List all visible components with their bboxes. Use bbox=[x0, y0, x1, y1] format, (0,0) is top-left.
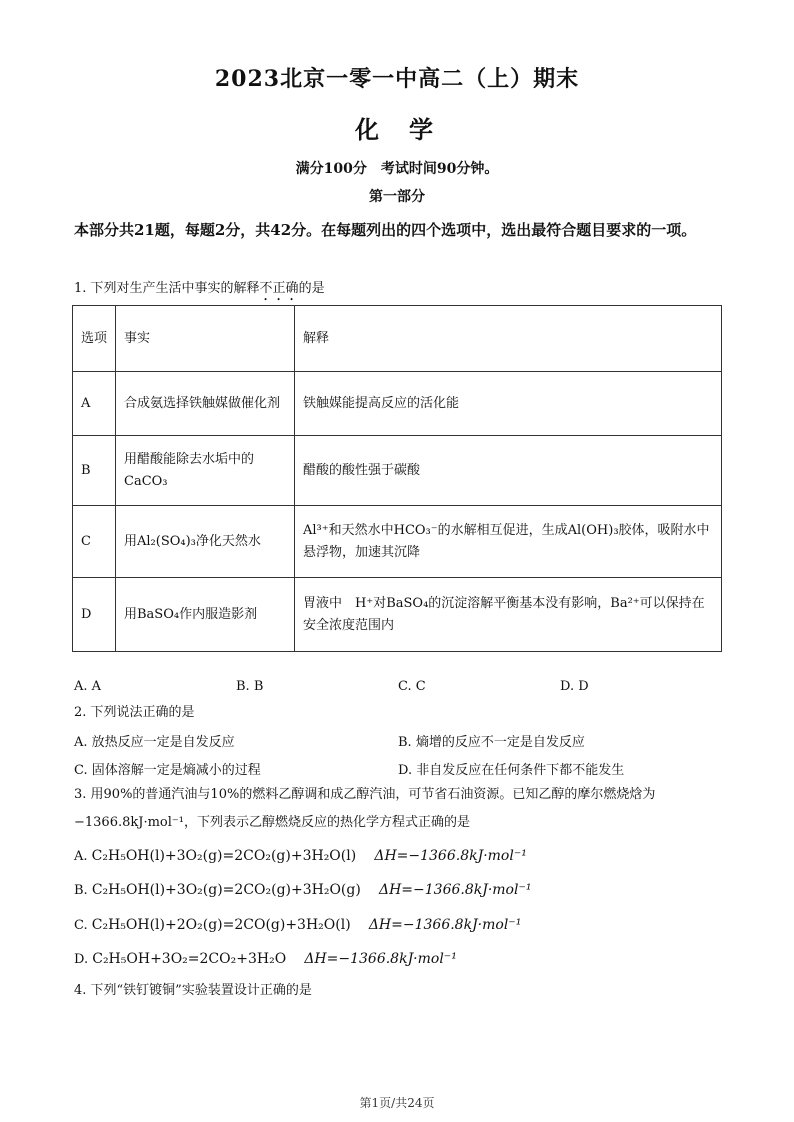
question-4-stem: 4. 下列“铁钉镀铜”实验装置设计正确的是 bbox=[74, 983, 312, 998]
header-fact: 事实 bbox=[116, 306, 295, 372]
question-1-stem-post: 的是 bbox=[298, 281, 325, 296]
row-fact: 合成氨选择铁触媒做催化剂 bbox=[116, 372, 295, 436]
row-option: C bbox=[73, 506, 116, 578]
table-header-row bbox=[73, 306, 722, 372]
question-2-stem: 2. 下列说法正确的是 bbox=[74, 705, 195, 720]
thermochemical-equation: C₂H₅OH(l)+3O₂(g)=2CO₂(g)+3H₂O(l) bbox=[91, 848, 357, 864]
question-3-stem-line-1: 3. 用90%的普通汽油与10%的燃料乙醇调和成乙醇汽油，可节省石油资源。已知乙醇的摩尔燃烧焓为 bbox=[74, 787, 656, 802]
option-a[interactable]: A. A bbox=[74, 679, 102, 694]
row-explanation: 醋酸的酸性强于碳酸 bbox=[295, 436, 722, 506]
option-d[interactable] bbox=[74, 951, 457, 967]
page-number: 第1页/共24页 bbox=[359, 1096, 435, 1110]
row-option: B bbox=[73, 436, 116, 506]
enthalpy-change: ΔH=−1366.8kJ·mol⁻¹ bbox=[378, 882, 532, 898]
subject-title: 化学 bbox=[355, 115, 463, 144]
enthalpy-change: ΔH=−1366.8kJ·mol⁻¹ bbox=[374, 848, 527, 864]
option-c[interactable]: C. C bbox=[398, 679, 426, 694]
table-row bbox=[73, 436, 722, 506]
option-label: C. bbox=[74, 918, 88, 933]
option-d[interactable]: D. D bbox=[560, 679, 589, 694]
page-title: 2023北京一零一中高二（上）期末 bbox=[214, 66, 580, 92]
row-fact: 用Al₂(SO₄)₃净化天然水 bbox=[116, 506, 295, 578]
row-explanation: Al³⁺和天然水中HCO₃⁻的水解相互促进，生成Al(OH)₃胶体，吸附水中悬浮物，加速其沉降 bbox=[295, 506, 722, 578]
thermochemical-equation: C₂H₅OH+3O₂=2CO₂+3H₂O bbox=[92, 951, 287, 967]
option-a[interactable] bbox=[74, 848, 527, 864]
table-row bbox=[73, 372, 722, 436]
option-a[interactable]: A. 放热反应一定是自发反应 bbox=[74, 735, 235, 750]
row-option: D bbox=[73, 578, 116, 652]
option-b[interactable] bbox=[74, 882, 531, 898]
row-fact: 用醋酸能除去水垢中的CaCO₃ bbox=[116, 436, 295, 506]
question-1-stem-emphasis: 不正确 bbox=[259, 281, 299, 296]
option-d[interactable]: D. 非自发反应在任何条件下都不能发生 bbox=[398, 763, 625, 778]
exam-info: 满分100分 考试时间90分钟。 bbox=[295, 161, 499, 177]
row-option: A bbox=[73, 372, 116, 436]
question-3-stem-line-2: −1366.8kJ·mol⁻¹，下列表示乙醇燃烧反应的热化学方程式正确的是 bbox=[74, 815, 470, 830]
part-heading: 第一部分 bbox=[369, 189, 425, 205]
thermochemical-equation: C₂H₅OH(l)+2O₂(g)=2CO(g)+3H₂O(l) bbox=[91, 917, 351, 933]
option-c[interactable] bbox=[74, 917, 521, 933]
enthalpy-change: ΔH=−1366.8kJ·mol⁻¹ bbox=[304, 951, 457, 967]
option-label: B. bbox=[74, 883, 88, 898]
row-explanation: 胃液中 H⁺对BaSO₄的沉淀溶解平衡基本没有影响，Ba²⁺可以保持在安全浓度范围内 bbox=[295, 578, 722, 652]
option-c[interactable]: C. 固体溶解一定是熵减小的过程 bbox=[74, 763, 261, 778]
part-description: 本部分共21题，每题2分，共42分。在每题列出的四个选项中，选出最符合题目要求的一项。 bbox=[74, 221, 697, 239]
option-label: D. bbox=[74, 952, 89, 967]
row-explanation: 铁触媒能提高反应的活化能 bbox=[295, 372, 722, 436]
question-1-table bbox=[72, 305, 722, 652]
thermochemical-equation: C₂H₅OH(l)+3O₂(g)=2CO₂(g)+3H₂O(g) bbox=[91, 882, 361, 898]
table-row bbox=[73, 506, 722, 578]
row-fact: 用BaSO₄作内服造影剂 bbox=[116, 578, 295, 652]
question-1-stem-pre: 1. 下列对生产生活中事实的解释 bbox=[74, 281, 260, 296]
option-b[interactable]: B. 熵增的反应不一定是自发反应 bbox=[398, 735, 585, 750]
option-b[interactable]: B. B bbox=[236, 679, 264, 694]
option-label: A. bbox=[74, 849, 88, 864]
header-explanation: 解释 bbox=[295, 306, 722, 372]
question-1-stem bbox=[74, 280, 325, 304]
table-row bbox=[73, 578, 722, 652]
header-option: 选项 bbox=[73, 306, 116, 372]
enthalpy-change: ΔH=−1366.8kJ·mol⁻¹ bbox=[368, 917, 522, 933]
